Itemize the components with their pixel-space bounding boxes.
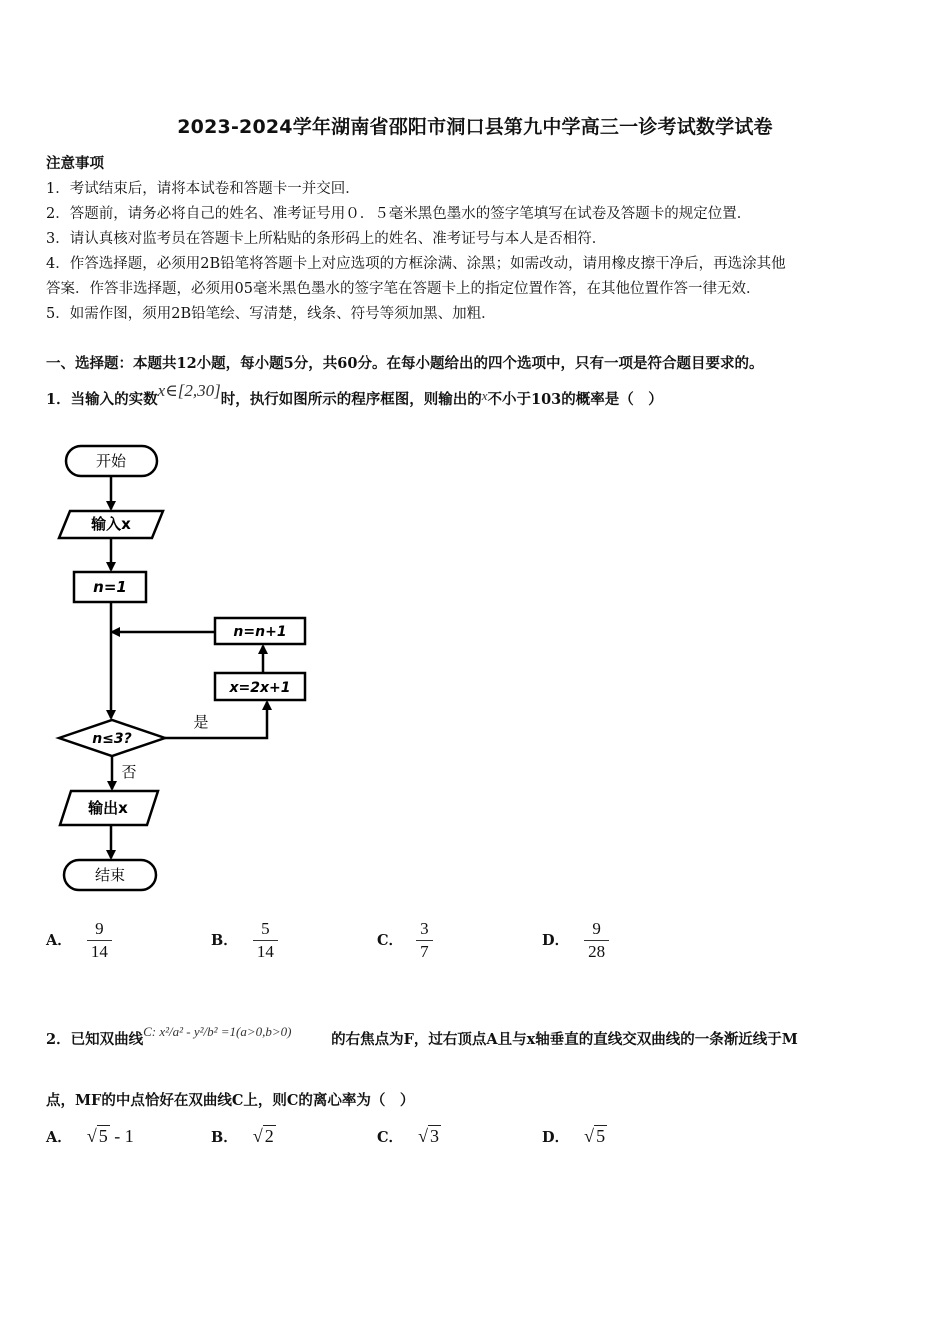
q1-option-d[interactable]: D． $\frac{9}{28}$	[542, 918, 609, 963]
q2-hyperbola-math: C: x²/a² - y²/b² =1(a>0,b>0)	[143, 1024, 292, 1039]
flow-cond-label: n≤3?	[92, 731, 132, 747]
notice-item-1: 1．考试结束后，请将本试卷和答题卡一并交回．	[46, 181, 360, 197]
flow-end-label: 结束	[94, 866, 126, 884]
flow-init-label: n=1	[93, 578, 127, 596]
q2-option-d[interactable]: D． √ 5	[542, 1126, 606, 1146]
q2-stem-line1	[46, 1024, 798, 1049]
q1-domain-math: x∈[2,30]	[157, 381, 221, 400]
option-label: D．	[542, 932, 570, 949]
flow-output-label: 输出x	[88, 799, 128, 817]
notice-item-5: 5．如需作图，须用2B铅笔绘、写清楚，线条、符号等须加黑、加粗．	[46, 306, 496, 322]
notice-item-4-cont: 答案．作答非选择题，必须用05毫米黑色墨水的签字笔在答题卡上的指定位置作答，在其他位置作答一律无效．	[46, 281, 761, 297]
flow-start-label: 开始	[95, 452, 127, 470]
option-label: B．	[211, 932, 238, 949]
q1-option-c[interactable]: C． $\frac{3}{7}$	[377, 918, 433, 963]
flow-inc-label: n=n+1	[233, 624, 287, 640]
q2-option-c[interactable]: C． √ 3	[377, 1126, 440, 1146]
q1-option-b[interactable]: B． $\frac{5}{14}$	[211, 918, 278, 963]
q2-line1-suffix: 的右焦点为F，过右顶点A且与x轴垂直的直线交双曲线的一条渐近线于M	[331, 1031, 798, 1048]
section-heading: 一、选择题：本题共12小题，每小题5分，共60分。在每小题给出的四个选项中，只有一项是符合题目要求的。	[46, 355, 764, 372]
q1-mid: 时，执行如图所示的程序框图，则输出的	[220, 391, 482, 408]
flow-update-label: x=2x+1	[229, 680, 291, 696]
q2-option-b[interactable]: B． √ 2	[211, 1126, 274, 1146]
notice-heading: 注意事项	[46, 155, 104, 172]
flow-input-label: 输入x	[91, 515, 131, 533]
q1-prefix: 1．当输入的实数	[46, 391, 158, 408]
option-label: C．	[377, 1129, 404, 1146]
option-label: A．	[46, 932, 72, 949]
notice-item-3: 3．请认真核对监考员在答题卡上所粘贴的条形码上的姓名、准考证号与本人是否相符．	[46, 231, 607, 247]
page-title: 2023-2024学年湖南省邵阳市洞口县第九中学高三一诊考试数学试卷	[177, 116, 773, 138]
q1-option-a[interactable]: A． $\frac{9}{14}$	[46, 918, 112, 963]
q2-prefix: 2．已知双曲线	[46, 1031, 144, 1048]
flow-no-label: 否	[121, 763, 137, 781]
flowchart	[0, 0, 400, 910]
q1-suffix: 不小于103的概率是（ ）	[487, 391, 663, 408]
flow-yes-label: 是	[193, 713, 209, 731]
q1-var: x	[481, 388, 488, 403]
notice-item-2: 2．答题前，请务必将自己的姓名、准考证号用０．５毫米黑色墨水的签字笔填写在试卷及答题卡的规定位置．	[46, 206, 752, 222]
q2-stem-line2: 点，MF的中点恰好在双曲线C上，则C的离心率为（ ）	[46, 1092, 415, 1109]
notice-item-4: 4．作答选择题，必须用2B铅笔将答题卡上对应选项的方框涂满、涂黑；如需改动，请用橡皮擦干净后，再选涂其他	[46, 256, 786, 272]
option-label: A．	[46, 1129, 72, 1146]
option-label: D．	[542, 1129, 570, 1146]
q2-option-a[interactable]: A． √ 5 - 1	[46, 1126, 134, 1146]
flow-arrow-yes	[165, 702, 267, 738]
option-label: C．	[377, 932, 404, 949]
option-label: B．	[211, 1129, 238, 1146]
